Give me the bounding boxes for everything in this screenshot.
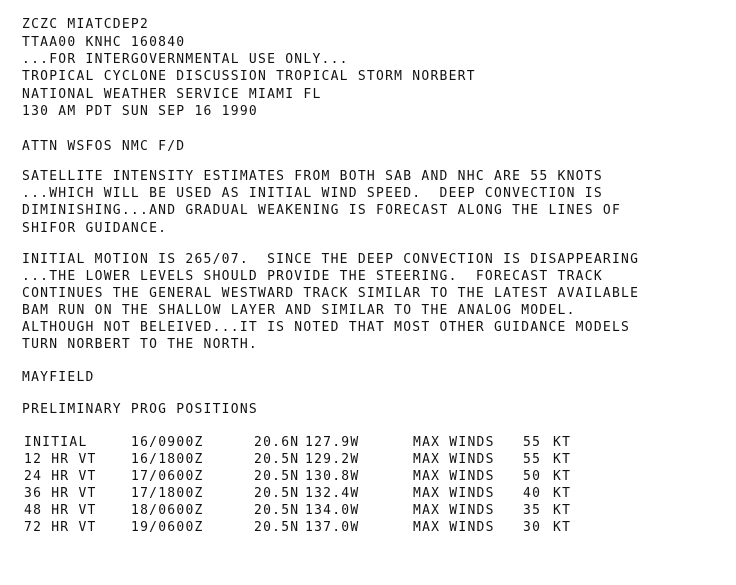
wind-speed: 50: [523, 469, 542, 484]
valid-time: 17/1800Z: [131, 486, 204, 501]
max-winds-label: MAX WINDS: [413, 469, 495, 484]
longitude: 130.8W: [305, 469, 360, 484]
forecast-hour-label: 36 HR VT: [24, 486, 97, 501]
max-winds-label: MAX WINDS: [413, 435, 495, 450]
forecast-hour-label: 12 HR VT: [24, 452, 97, 467]
wind-unit: KT: [553, 486, 572, 501]
wind-speed: 55: [523, 452, 542, 467]
longitude: 129.2W: [305, 452, 360, 467]
longitude: 132.4W: [305, 486, 360, 501]
forecaster-signature: MAYFIELD: [22, 370, 95, 385]
max-winds-label: MAX WINDS: [413, 452, 495, 467]
forecast-hour-label: 48 HR VT: [24, 503, 97, 518]
attn-line: ATTN WSFOS NMC F/D: [22, 139, 186, 154]
valid-time: 16/0900Z: [131, 435, 204, 450]
header-line: TTAA00 KNHC 160840: [22, 35, 186, 50]
max-winds-label: MAX WINDS: [413, 520, 495, 535]
longitude: 137.0W: [305, 520, 360, 535]
paragraph-2-line: ALTHOUGH NOT BELEIVED...IT IS NOTED THAT MOST OTHER GUIDANCE MODELS: [22, 320, 631, 335]
wind-speed: 35: [523, 503, 542, 518]
longitude: 134.0W: [305, 503, 360, 518]
paragraph-2-line: ...THE LOWER LEVELS SHOULD PROVIDE THE STEERING. FORECAST TRACK: [22, 269, 603, 284]
max-winds-label: MAX WINDS: [413, 503, 495, 518]
valid-time: 19/0600Z: [131, 520, 204, 535]
paragraph-2-line: CONTINUES THE GENERAL WESTWARD TRACK SIMILAR TO THE LATEST AVAILABLE: [22, 286, 640, 301]
wind-unit: KT: [553, 469, 572, 484]
forecast-hour-label: INITIAL: [24, 435, 88, 450]
latitude: 20.6N: [254, 435, 300, 450]
max-winds-label: MAX WINDS: [413, 486, 495, 501]
header-line: ZCZC MIATCDEP2: [22, 17, 150, 32]
valid-time: 17/0600Z: [131, 469, 204, 484]
paragraph-2-line: BAM RUN ON THE SHALLOW LAYER AND SIMILAR TO THE ANALOG MODEL.: [22, 303, 576, 318]
paragraph-1-line: SHIFOR GUIDANCE.: [22, 221, 168, 236]
positions-heading: PRELIMINARY PROG POSITIONS: [22, 402, 258, 417]
valid-time: 16/1800Z: [131, 452, 204, 467]
paragraph-1-line: DIMINISHING...AND GRADUAL WEAKENING IS FORECAST ALONG THE LINES OF: [22, 203, 622, 218]
paragraph-1-line: ...WHICH WILL BE USED AS INITIAL WIND SPEED. DEEP CONVECTION IS: [22, 186, 603, 201]
wind-speed: 40: [523, 486, 542, 501]
wind-speed: 30: [523, 520, 542, 535]
wind-unit: KT: [553, 452, 572, 467]
latitude: 20.5N: [254, 452, 300, 467]
paragraph-1-line: SATELLITE INTENSITY ESTIMATES FROM BOTH SAB AND NHC ARE 55 KNOTS: [22, 169, 603, 184]
latitude: 20.5N: [254, 469, 300, 484]
longitude: 127.9W: [305, 435, 360, 450]
header-line: 130 AM PDT SUN SEP 16 1990: [22, 104, 258, 119]
valid-time: 18/0600Z: [131, 503, 204, 518]
header-line: ...FOR INTERGOVERNMENTAL USE ONLY...: [22, 52, 349, 67]
forecast-hour-label: 24 HR VT: [24, 469, 97, 484]
header-line: NATIONAL WEATHER SERVICE MIAMI FL: [22, 87, 322, 102]
forecast-hour-label: 72 HR VT: [24, 520, 97, 535]
latitude: 20.5N: [254, 486, 300, 501]
wind-unit: KT: [553, 435, 572, 450]
paragraph-2-line: INITIAL MOTION IS 265/07. SINCE THE DEEP CONVECTION IS DISAPPEARING: [22, 252, 640, 267]
latitude: 20.5N: [254, 520, 300, 535]
latitude: 20.5N: [254, 503, 300, 518]
header-line: TROPICAL CYCLONE DISCUSSION TROPICAL STORM NORBERT: [22, 69, 476, 84]
wind-speed: 55: [523, 435, 542, 450]
wind-unit: KT: [553, 520, 572, 535]
paragraph-2-line: TURN NORBERT TO THE NORTH.: [22, 337, 258, 352]
wind-unit: KT: [553, 503, 572, 518]
